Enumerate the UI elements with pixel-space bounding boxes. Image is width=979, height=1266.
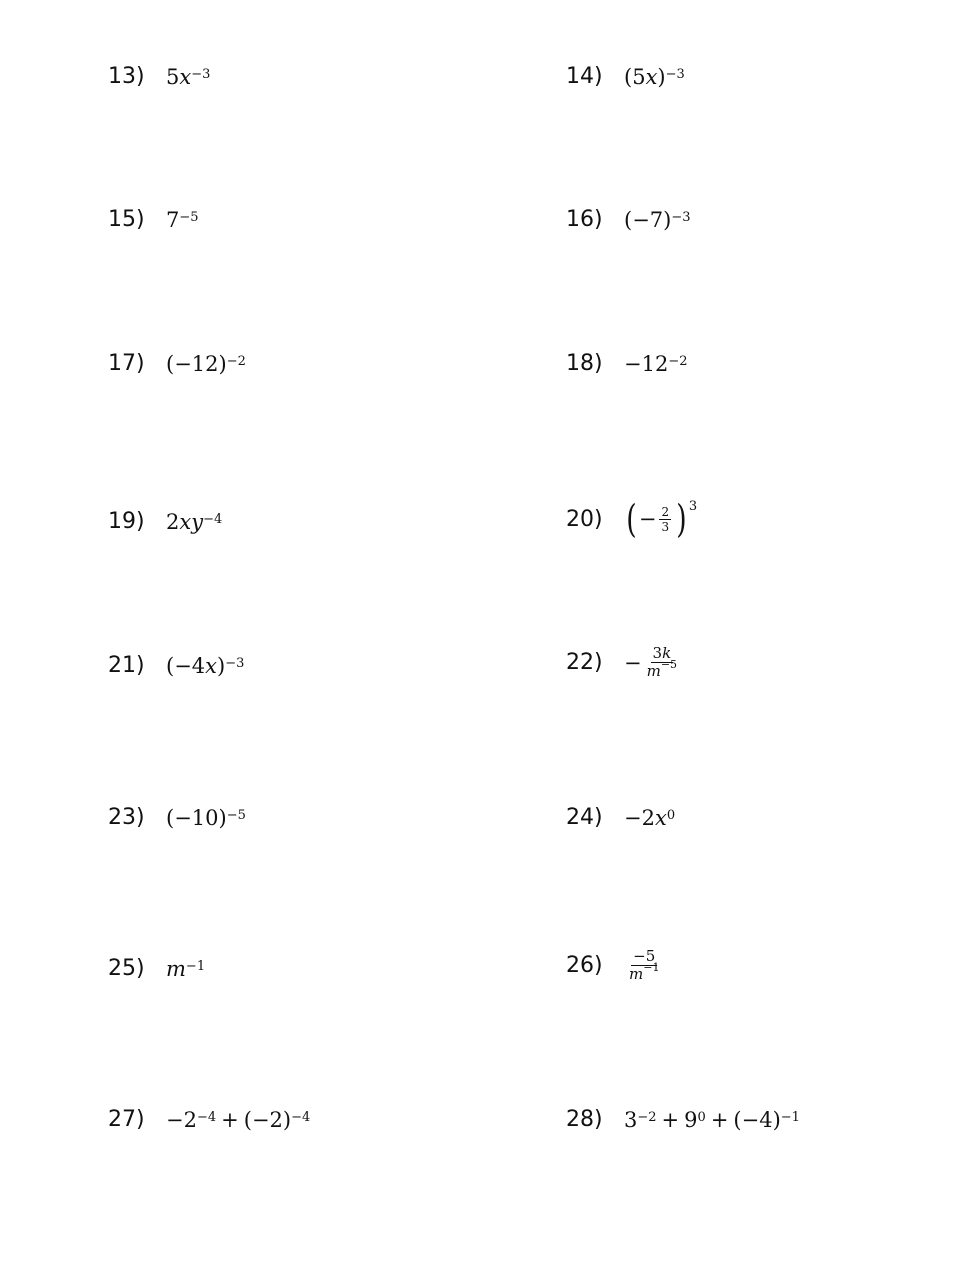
problem-number: 14) xyxy=(566,64,603,89)
problem-number: 18) xyxy=(566,351,603,376)
denominator-exponent: −5 xyxy=(660,658,678,671)
expression: (−7) $^{-3}$ xyxy=(624,207,691,232)
fraction xyxy=(627,948,661,983)
problem-number: 24) xyxy=(566,805,603,830)
problem-number: 28) xyxy=(566,1107,603,1132)
expression: (5 x ) $^{-3}$ xyxy=(624,64,685,89)
expression xyxy=(624,645,682,680)
open-paren: ( xyxy=(626,497,637,541)
problem-number: 16) xyxy=(566,207,603,232)
fraction xyxy=(645,645,679,680)
base: (−7) xyxy=(624,207,672,232)
numerator-coefficient: 3 xyxy=(652,644,663,662)
coefficient: 5 xyxy=(166,64,180,89)
term-2-base: (−2) xyxy=(243,1107,292,1132)
problem-16 xyxy=(566,207,691,232)
problem-25 xyxy=(108,956,205,981)
close-paren: ) xyxy=(217,653,226,678)
problem-number: 26) xyxy=(566,953,603,978)
expression: −12 $^{-2}$ xyxy=(624,351,688,376)
term-1-base: −2 xyxy=(166,1107,197,1132)
base: (−10) xyxy=(166,805,227,830)
variable: x xyxy=(179,64,192,89)
base: 7 xyxy=(166,207,180,232)
expression: 5 x $^{-3}$ xyxy=(166,64,211,89)
numerator-variable: k xyxy=(662,644,672,662)
minus-sign: − xyxy=(624,650,642,675)
problem-number: 20) xyxy=(566,506,603,532)
problem-number: 15) xyxy=(108,207,145,232)
term-2-base: 9 xyxy=(684,1107,698,1132)
problem-27 xyxy=(108,1107,310,1132)
expression: −2 x $^0$ xyxy=(624,805,676,830)
denominator-variable: m xyxy=(646,662,661,680)
variable: m xyxy=(166,956,186,981)
operator-2: + xyxy=(710,1107,729,1132)
coefficient: −2 xyxy=(624,805,655,830)
expression: (−10) $^{-5}$ xyxy=(166,805,246,830)
operator-1: + xyxy=(661,1107,680,1132)
problem-24 xyxy=(566,805,675,830)
problem-number: 21) xyxy=(108,653,145,678)
problem-number: 25) xyxy=(108,956,145,981)
expression: m $^{-1}$ xyxy=(166,956,206,981)
problem-number: 22) xyxy=(566,650,603,675)
expression: 2 xy $^{-4}$ xyxy=(166,509,223,534)
problem-number: 19) xyxy=(108,509,145,534)
fraction xyxy=(659,505,671,534)
numerator: 2 xyxy=(661,504,670,519)
denominator-exponent: −1 xyxy=(643,961,660,974)
denominator: 3 xyxy=(661,519,670,534)
problem-26 xyxy=(566,948,664,983)
variable: xy xyxy=(179,509,204,534)
expression: −2 $^{-4}$ + (−2) $^{-4}$ xyxy=(166,1107,311,1132)
problem-21 xyxy=(108,653,244,678)
problem-15 xyxy=(108,207,199,232)
expression: (−12) $^{-2}$ xyxy=(166,351,246,376)
denominator xyxy=(627,961,661,983)
expression: 3 $^{-2}$ + 9 $^0$ + (−4) $^{-1}$ xyxy=(624,1107,800,1132)
variable: x xyxy=(205,653,217,678)
close-paren: ) xyxy=(657,64,666,89)
expression: (−4 x ) $^{-3}$ xyxy=(166,653,245,678)
term-1-base: 3 xyxy=(624,1107,638,1132)
problem-28 xyxy=(566,1107,800,1132)
expression: ( − $\frac{2}{3}$ ) $^3$ xyxy=(626,497,698,541)
minus-sign: − xyxy=(638,507,657,531)
problem-number: 17) xyxy=(108,351,145,376)
problem-19 xyxy=(108,509,222,534)
problem-number: 27) xyxy=(108,1107,145,1132)
expression xyxy=(624,948,664,983)
problem-18 xyxy=(566,351,688,376)
problem-number: 23) xyxy=(108,805,145,830)
base: (−12) xyxy=(166,351,227,376)
denominator-variable: m xyxy=(629,965,644,983)
operator: + xyxy=(221,1107,239,1132)
problem-17 xyxy=(108,351,246,376)
problem-14 xyxy=(566,64,685,89)
close-paren: ) xyxy=(676,497,687,541)
problem-23 xyxy=(108,805,246,830)
problem-22 xyxy=(566,645,682,680)
expression: 7 $^{-5}$ xyxy=(166,207,199,232)
numerator: −5 xyxy=(633,947,656,965)
open-term: (5 xyxy=(624,64,646,89)
problem-13 xyxy=(108,64,210,89)
term-3-base: (−4) xyxy=(733,1107,781,1132)
variable: x xyxy=(645,64,658,89)
variable: x xyxy=(654,805,667,830)
coefficient: 2 xyxy=(166,509,180,534)
denominator xyxy=(645,658,679,680)
problem-20 xyxy=(566,497,698,541)
open-term: (−4 xyxy=(166,653,206,678)
problem-number: 13) xyxy=(108,64,145,89)
base: −12 xyxy=(624,351,669,376)
